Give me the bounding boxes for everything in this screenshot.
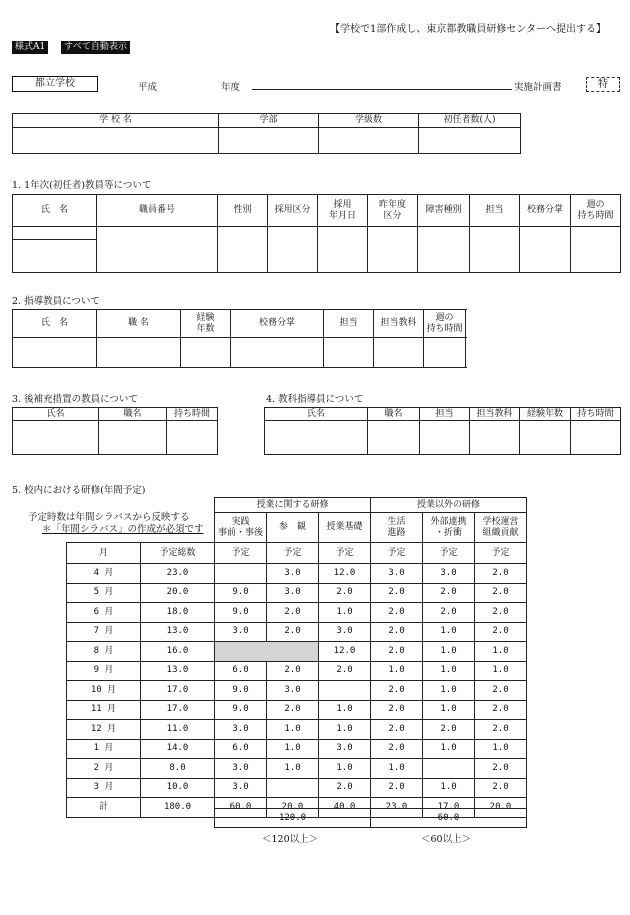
instructor-name-cell[interactable]: [265, 421, 368, 455]
school-management-cell[interactable]: 1.0: [475, 661, 527, 681]
practice-cell[interactable]: 9.0: [215, 700, 267, 720]
life-career-cell[interactable]: 2.0: [371, 720, 423, 740]
substitute-name-header: 氏名: [13, 408, 99, 421]
school-management-cell[interactable]: 2.0: [475, 681, 527, 701]
school-management-cell[interactable]: 2.0: [475, 603, 527, 623]
month-row: [67, 720, 527, 740]
hiring-date-header: 採用 年月日: [318, 195, 368, 227]
hiring-date-cell[interactable]: [318, 227, 368, 273]
planned-total-header: 予定総数: [141, 543, 215, 564]
instructor-assignment-header: 担当: [420, 408, 470, 421]
staff-number-header: 職員番号: [97, 195, 218, 227]
observation-cell[interactable]: 1.0: [267, 720, 319, 740]
external-relations-cell[interactable]: 3.0: [423, 564, 475, 584]
subject-instructor-table: [264, 407, 621, 455]
month-row: [67, 642, 527, 662]
lesson-requirement: ＜120以上＞: [262, 834, 319, 845]
mentor-duties-header: 校務分掌: [231, 310, 324, 338]
section1-title: 1. 1年次(初任者)教員等について: [12, 180, 152, 191]
subtotal-table: [214, 808, 527, 828]
month-cell: 2 月: [67, 759, 141, 779]
lesson-basics-cell[interactable]: [319, 681, 371, 701]
school-table: [12, 113, 521, 154]
external-relations-cell[interactable]: [423, 759, 475, 779]
plan-header-observation: 予定: [267, 543, 319, 564]
month-cell: 11 月: [67, 700, 141, 720]
special-mark-box: 特: [586, 77, 620, 92]
name-cell[interactable]: [13, 240, 97, 273]
school-type-box: 都立学校: [12, 76, 98, 92]
life-career-cell[interactable]: 2.0: [371, 681, 423, 701]
total-cell: 16.0: [141, 642, 215, 662]
school-management-cell[interactable]: 2.0: [475, 564, 527, 584]
month-cell: 7 月: [67, 622, 141, 642]
new-teacher-count-cell[interactable]: [419, 128, 521, 154]
previous-year-category-header: 昨年度 区分: [368, 195, 418, 227]
assignment-header: 担当: [470, 195, 520, 227]
practice-cell[interactable]: 3.0: [215, 622, 267, 642]
syllabus-required-note: ＊「年間シラバス」の作成が必須です: [42, 524, 204, 535]
hiring-category-cell[interactable]: [268, 227, 318, 273]
name-kana-cell[interactable]: [13, 227, 97, 240]
school-management-cell[interactable]: 2.0: [475, 759, 527, 779]
school-management-cell[interactable]: 2.0: [475, 720, 527, 740]
month-row: [67, 661, 527, 681]
mentor-subject-header: 担当教科: [374, 310, 424, 338]
instructor-position-header: 職名: [368, 408, 420, 421]
observation-header: 参 観: [267, 513, 319, 543]
lesson-basics-cell[interactable]: 1.0: [319, 603, 371, 623]
new-teacher-count-header: 初任者数(人): [419, 114, 521, 128]
plan-title: 実施計画書: [514, 82, 562, 93]
month-cell: 4 月: [67, 564, 141, 584]
practice-cell[interactable]: 9.0: [215, 603, 267, 623]
other-training-group-header: 授業以外の研修: [371, 498, 527, 513]
life-career-header: 生活 進路: [371, 513, 423, 543]
observation-cell[interactable]: 2.0: [267, 622, 319, 642]
practice-cell[interactable]: 3.0: [215, 759, 267, 779]
month-row: [67, 778, 527, 798]
lesson-basics-cell[interactable]: 3.0: [319, 622, 371, 642]
new-teacher-table: [12, 194, 621, 273]
month-row: [67, 759, 527, 779]
practice-cell[interactable]: 3.0: [215, 778, 267, 798]
weekly-hours-cell[interactable]: [571, 227, 621, 273]
observation-cell[interactable]: [267, 778, 319, 798]
life-career-cell[interactable]: 1.0: [371, 661, 423, 681]
substitute-position-header: 職名: [99, 408, 167, 421]
total-cell: 10.0: [141, 778, 215, 798]
total-cell: 17.0: [141, 700, 215, 720]
month-cell: 9 月: [67, 661, 141, 681]
life-career-cell[interactable]: 2.0: [371, 603, 423, 623]
month-row: [67, 622, 527, 642]
mentor-name-header: 氏 名: [13, 310, 97, 338]
section4-title: 4. 教科指導員について: [266, 394, 364, 405]
school-name-header: 学 校 名: [13, 114, 219, 128]
life-career-cell[interactable]: 2.0: [371, 700, 423, 720]
department-cell[interactable]: [219, 128, 319, 154]
practice-cell[interactable]: 9.0: [215, 681, 267, 701]
observation-cell[interactable]: 3.0: [267, 583, 319, 603]
sum-external-relations: 17.0: [423, 798, 475, 818]
life-career-cell[interactable]: 2.0: [371, 739, 423, 759]
external-relations-cell[interactable]: 1.0: [423, 622, 475, 642]
section3-title: 3. 後補充措置の教員について: [12, 394, 138, 405]
disability-type-header: 障害種別: [418, 195, 470, 227]
external-relations-cell[interactable]: 1.0: [423, 661, 475, 681]
substitute-hours-header: 持ち時間: [167, 408, 218, 421]
month-cell: 10 月: [67, 681, 141, 701]
school-management-cell[interactable]: 2.0: [475, 583, 527, 603]
august-blocked-cell: [215, 642, 319, 662]
sum-label: 計: [67, 798, 141, 818]
plan-header-school-management: 予定: [475, 543, 527, 564]
lesson-training-group-header: 授業に関する研修: [215, 498, 371, 513]
plan-header-external-relations: 予定: [423, 543, 475, 564]
substitute-table: [12, 407, 218, 455]
instructor-subject-header: 担当教科: [470, 408, 520, 421]
school-management-cell[interactable]: 2.0: [475, 778, 527, 798]
total-cell: 17.0: [141, 681, 215, 701]
mentor-assignment-cell[interactable]: [324, 338, 374, 368]
lesson-basics-cell[interactable]: 1.0: [319, 759, 371, 779]
weekly-hours-header: 週の 持ち時間: [571, 195, 621, 227]
substitute-hours-cell[interactable]: [167, 421, 218, 455]
other-subtotal: 60.0: [371, 809, 527, 828]
lesson-subtotal: 120.0: [215, 809, 371, 828]
plan-header-lesson-basics: 予定: [319, 543, 371, 564]
school-management-cell[interactable]: 1.0: [475, 642, 527, 662]
external-relations-cell[interactable]: 1.0: [423, 681, 475, 701]
sum-life-career: 23.0: [371, 798, 423, 818]
month-header: 月: [67, 543, 141, 564]
syllabus-note: 予定時数は年間シラバスから反映する: [28, 512, 190, 523]
lesson-basics-cell[interactable]: 1.0: [319, 720, 371, 740]
disability-type-cell[interactable]: [418, 227, 470, 273]
month-cell: 6 月: [67, 603, 141, 623]
sum-observation: 20.0: [267, 798, 319, 818]
school-duties-cell[interactable]: [520, 227, 571, 273]
total-cell: 11.0: [141, 720, 215, 740]
mentor-assignment-header: 担当: [324, 310, 374, 338]
class-count-header: 学級数: [319, 114, 419, 128]
class-count-cell[interactable]: [319, 128, 419, 154]
mentor-name-cell[interactable]: [13, 338, 97, 368]
lesson-basics-cell[interactable]: 1.0: [319, 700, 371, 720]
mentor-subject-cell[interactable]: [374, 338, 424, 368]
mentor-weekly-hours-header: 週の 持ち時間: [424, 310, 466, 338]
school-management-cell[interactable]: 1.0: [475, 739, 527, 759]
external-relations-cell[interactable]: 1.0: [423, 642, 475, 662]
mentor-position-header: 職 名: [97, 310, 181, 338]
plan-header-practice: 予定: [215, 543, 267, 564]
section2-title: 2. 指導教員について: [12, 296, 100, 307]
practice-cell[interactable]: [215, 564, 267, 584]
external-relations-cell[interactable]: 1.0: [423, 700, 475, 720]
substitute-name-cell[interactable]: [13, 421, 99, 455]
gender-header: 性別: [218, 195, 268, 227]
school-management-cell[interactable]: 2.0: [475, 622, 527, 642]
form-code-tag: 様式A1: [12, 41, 48, 54]
total-cell: 23.0: [141, 564, 215, 584]
department-header: 学部: [219, 114, 319, 128]
title-underline: [252, 89, 512, 90]
instructor-subject-cell[interactable]: [470, 421, 520, 455]
instructor-position-cell[interactable]: [368, 421, 420, 455]
sum-lesson-basics: 40.0: [319, 798, 371, 818]
observation-cell[interactable]: 1.0: [267, 739, 319, 759]
mentor-position-cell[interactable]: [97, 338, 181, 368]
training-header-table: [214, 497, 527, 543]
external-relations-cell[interactable]: 2.0: [423, 720, 475, 740]
instructor-name-header: 氏名: [265, 408, 368, 421]
observation-cell[interactable]: 2.0: [267, 661, 319, 681]
observation-cell[interactable]: 2.0: [267, 700, 319, 720]
instructor-experience-header: 経験年数: [520, 408, 571, 421]
total-cell: 18.0: [141, 603, 215, 623]
month-cell: 1 月: [67, 739, 141, 759]
auto-display-tag: すべて自動表示: [61, 41, 130, 54]
month-cell: 12 月: [67, 720, 141, 740]
instructor-hours-header: 持ち時間: [571, 408, 621, 421]
total-cell: 20.0: [141, 583, 215, 603]
gender-cell[interactable]: [218, 227, 268, 273]
life-career-cell[interactable]: 2.0: [371, 778, 423, 798]
observation-cell[interactable]: 3.0: [267, 564, 319, 584]
total-cell: 13.0: [141, 622, 215, 642]
mentor-table: [12, 309, 466, 368]
lesson-basics-cell[interactable]: 2.0: [319, 661, 371, 681]
life-career-cell[interactable]: 2.0: [371, 583, 423, 603]
life-career-cell[interactable]: 1.0: [371, 759, 423, 779]
total-cell: 8.0: [141, 759, 215, 779]
sum-practice: 60.0: [215, 798, 267, 818]
mentor-weekly-hours-cell[interactable]: [424, 338, 466, 368]
external-relations-header: 外部連携 ・折衝: [423, 513, 475, 543]
sum-total: 180.0: [141, 798, 215, 818]
external-relations-cell[interactable]: 1.0: [423, 778, 475, 798]
previous-year-category-cell[interactable]: [368, 227, 418, 273]
life-career-cell[interactable]: 2.0: [371, 622, 423, 642]
plan-header-life-career: 予定: [371, 543, 423, 564]
month-cell: 5 月: [67, 583, 141, 603]
name-header: 氏 名: [13, 195, 97, 227]
month-cell: 8 月: [67, 642, 141, 662]
mentor-duties-cell[interactable]: [231, 338, 324, 368]
external-relations-cell[interactable]: 1.0: [423, 739, 475, 759]
observation-cell[interactable]: 3.0: [267, 681, 319, 701]
instructor-hours-cell[interactable]: [571, 421, 621, 455]
school-duties-header: 校務分掌: [520, 195, 571, 227]
lesson-basics-cell[interactable]: 2.0: [319, 778, 371, 798]
lesson-basics-cell[interactable]: 2.0: [319, 583, 371, 603]
practice-cell[interactable]: 6.0: [215, 661, 267, 681]
era-label: 平成: [138, 82, 158, 93]
fiscal-year-label: 年度: [221, 82, 241, 93]
other-requirement: ＜60以上＞: [421, 834, 472, 845]
practice-cell[interactable]: 3.0: [215, 720, 267, 740]
submission-note: 【学校で1部作成し、東京都教職員研修センターへ提出する】: [330, 24, 606, 35]
instructor-experience-cell[interactable]: [520, 421, 571, 455]
external-relations-cell[interactable]: 2.0: [423, 603, 475, 623]
month-row: [67, 681, 527, 701]
substitute-position-cell[interactable]: [99, 421, 167, 455]
section5-title: 5. 校内における研修(年間予定): [12, 485, 146, 496]
assignment-cell[interactable]: [470, 227, 520, 273]
lesson-basics-cell[interactable]: 3.0: [319, 739, 371, 759]
school-management-header: 学校運営 組織貢献: [475, 513, 527, 543]
hiring-category-header: 採用区分: [268, 195, 318, 227]
total-cell: 13.0: [141, 661, 215, 681]
total-cell: 14.0: [141, 739, 215, 759]
observation-cell[interactable]: 2.0: [267, 603, 319, 623]
month-row: [67, 700, 527, 720]
school-management-cell[interactable]: 2.0: [475, 700, 527, 720]
school-name-cell[interactable]: [13, 128, 219, 154]
month-row: [67, 583, 527, 603]
month-row: [67, 603, 527, 623]
lesson-basics-cell[interactable]: 12.0: [319, 642, 371, 662]
instructor-assignment-cell[interactable]: [420, 421, 470, 455]
month-row: [67, 564, 527, 584]
staff-number-cell[interactable]: [97, 227, 218, 273]
lesson-basics-cell[interactable]: 12.0: [319, 564, 371, 584]
lesson-basics-header: 授業基礎: [319, 513, 371, 543]
life-career-cell[interactable]: 3.0: [371, 564, 423, 584]
practice-cell[interactable]: 6.0: [215, 739, 267, 759]
sum-school-management: 20.0: [475, 798, 527, 818]
mentor-experience-cell[interactable]: [181, 338, 231, 368]
monthly-training-table: [66, 542, 527, 818]
month-row: [67, 739, 527, 759]
month-cell: 3 月: [67, 778, 141, 798]
practice-cell[interactable]: 9.0: [215, 583, 267, 603]
external-relations-cell[interactable]: 2.0: [423, 583, 475, 603]
mentor-experience-header: 経験 年数: [181, 310, 231, 338]
practice-header: 実践 事前・事後: [215, 513, 267, 543]
life-career-cell[interactable]: 2.0: [371, 642, 423, 662]
observation-cell[interactable]: 1.0: [267, 759, 319, 779]
